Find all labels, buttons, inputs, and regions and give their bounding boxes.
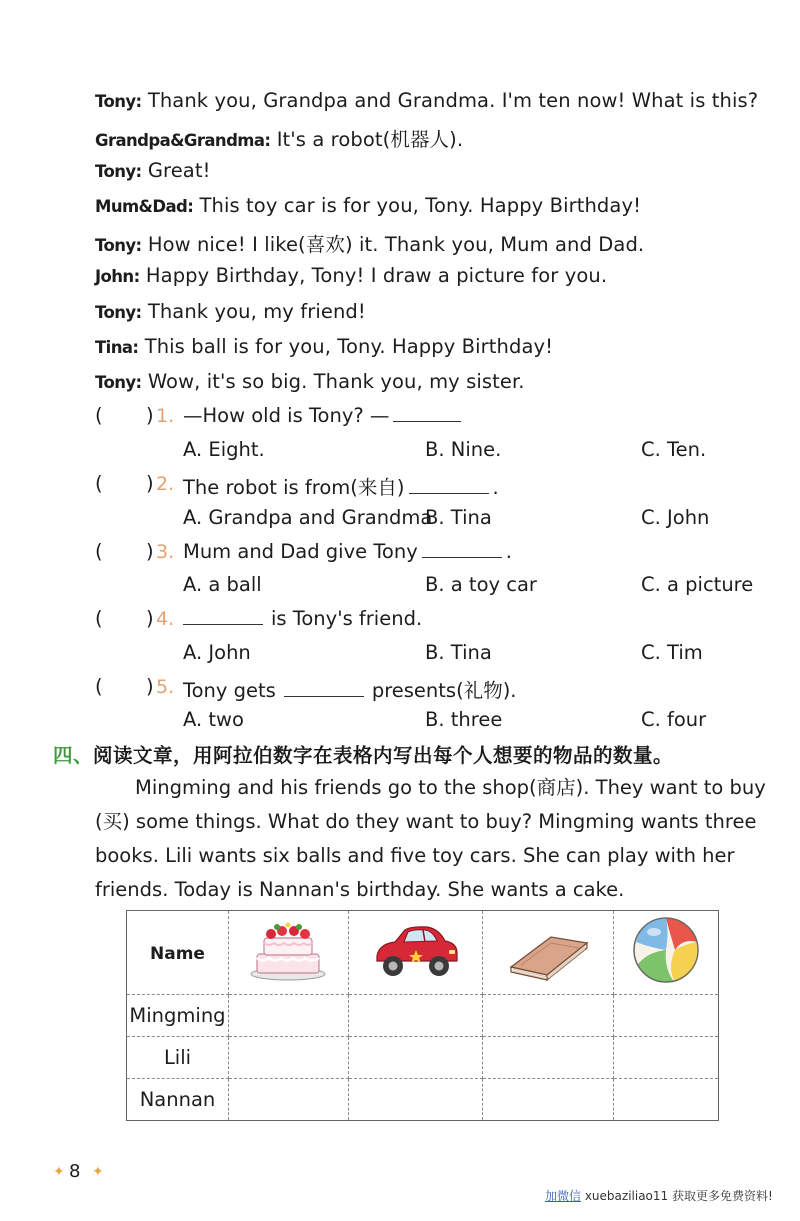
option-c: C. Ten. (641, 438, 707, 461)
option-a: A. Grandpa and Grandma (183, 506, 433, 529)
question-number: 2. (156, 473, 175, 495)
passage-line: friends. Today is Nannan's birthday. She wants a cake. (95, 878, 625, 901)
name-header-cell: Name (127, 911, 229, 995)
answer-cell[interactable] (613, 995, 718, 1037)
answer-bracket-close: ) (146, 404, 154, 427)
answer-cell[interactable] (348, 1079, 482, 1121)
answer-cell[interactable] (348, 1037, 482, 1079)
table-header-row (127, 911, 719, 995)
answer-blank[interactable] (284, 681, 364, 697)
answer-cell[interactable] (482, 1079, 613, 1121)
answer-bracket-open: ( (95, 472, 103, 495)
reading-passage (95, 771, 766, 907)
option-b: B. Tina (425, 641, 492, 664)
answer-bracket-close: ) (146, 675, 154, 698)
option-a: A. a ball (183, 573, 262, 596)
question-number: 1. (156, 405, 175, 427)
question-number: 3. (156, 541, 175, 563)
answer-cell[interactable] (229, 995, 349, 1037)
passage-line: (买) some things. What do they want to buy? Mingming wants three (95, 810, 757, 833)
option-c: C. four (641, 708, 707, 731)
answer-cell[interactable] (348, 995, 482, 1037)
ball-header-cell (613, 911, 718, 995)
option-c: C. a picture (641, 573, 754, 596)
page-number: 8 (69, 1161, 81, 1182)
toy-car-header-cell (348, 911, 482, 995)
name-cell: Nannan (127, 1079, 229, 1121)
answer-cell[interactable] (229, 1037, 349, 1079)
answer-bracket-close: ) (146, 472, 154, 495)
option-a: A. two (183, 708, 244, 731)
answer-cell[interactable] (229, 1079, 349, 1121)
dialogue-line: Tony: Thank you, Grandpa and Grandma. I'm ten now! What is this? (95, 89, 759, 112)
option-b: B. three (425, 708, 503, 731)
answer-blank[interactable] (409, 478, 489, 494)
book-icon (503, 919, 593, 981)
question-number: 5. (156, 676, 175, 698)
option-a: A. Eight. (183, 438, 265, 461)
dialogue-line: Tony: Great! (95, 159, 211, 182)
dialogue-line: Mum&Dad: This toy car is for you, Tony. Happy Birthday! (95, 194, 642, 217)
ball-icon (630, 914, 702, 986)
option-b: B. Tina (425, 506, 492, 529)
book-header-cell (482, 911, 613, 995)
table-row (127, 1037, 719, 1079)
cake-icon (247, 918, 329, 982)
option-c: C. John (641, 506, 710, 529)
passage-line: books. Lili wants six balls and five toy cars. She can play with her (95, 844, 735, 867)
table-row (127, 1079, 719, 1121)
option-c: C. Tim (641, 641, 703, 664)
question-text: —How old is Tony? — (183, 404, 465, 427)
question-text: The robot is from(来自) . (183, 476, 499, 499)
question-number: 4. (156, 608, 175, 630)
cake-header-cell (229, 911, 349, 995)
option-b: B. a toy car (425, 573, 537, 596)
answer-bracket-open: ( (95, 675, 103, 698)
option-b: B. Nine. (425, 438, 502, 461)
dialogue-line: Tony: How nice! I like(喜欢) it. Thank you, Mum and Dad. (95, 233, 645, 256)
name-cell: Lili (127, 1037, 229, 1079)
dialogue-line: Tony: Thank you, my friend! (95, 300, 366, 323)
toy-car-icon (369, 920, 461, 980)
question-text: Mum and Dad give Tony . (183, 540, 512, 563)
watermark: 加微信 xuebaziliao11 获取更多免费资料! (545, 1189, 773, 1203)
name-cell: Mingming (127, 995, 229, 1037)
answer-table (126, 910, 719, 1121)
passage-line: Mingming and his friends go to the shop(商店). They want to buy (135, 776, 766, 799)
answer-blank[interactable] (393, 406, 461, 422)
answer-cell[interactable] (482, 995, 613, 1037)
dialogue-line: Tony: Wow, it's so big. Thank you, my sister. (95, 370, 525, 393)
answer-bracket-close: ) (146, 540, 154, 563)
answer-cell[interactable] (482, 1037, 613, 1079)
star-icon: ✦ (53, 1164, 65, 1180)
table-row (127, 995, 719, 1037)
dialogue-line: Grandpa&Grandma: It's a robot(机器人). (95, 128, 464, 151)
answer-bracket-open: ( (95, 540, 103, 563)
option-a: A. John (183, 641, 251, 664)
section-title: 四、阅读文章，用阿拉伯数字在表格内写出每个人想要的物品的数量。 (53, 744, 674, 767)
star-icon: ✦ (92, 1164, 104, 1180)
answer-bracket-close: ) (146, 607, 154, 630)
question-text: is Tony's friend. (183, 607, 422, 630)
question-text: Tony gets presents(礼物). (183, 679, 517, 702)
answer-cell[interactable] (613, 1079, 718, 1121)
answer-blank[interactable] (422, 542, 502, 558)
answer-bracket-open: ( (95, 404, 103, 427)
dialogue-line: John: Happy Birthday, Tony! I draw a picture for you. (95, 264, 608, 287)
answer-blank[interactable] (183, 609, 263, 625)
answer-bracket-open: ( (95, 607, 103, 630)
answer-cell[interactable] (613, 1037, 718, 1079)
dialogue-line: Tina: This ball is for you, Tony. Happy Birthday! (95, 335, 554, 358)
